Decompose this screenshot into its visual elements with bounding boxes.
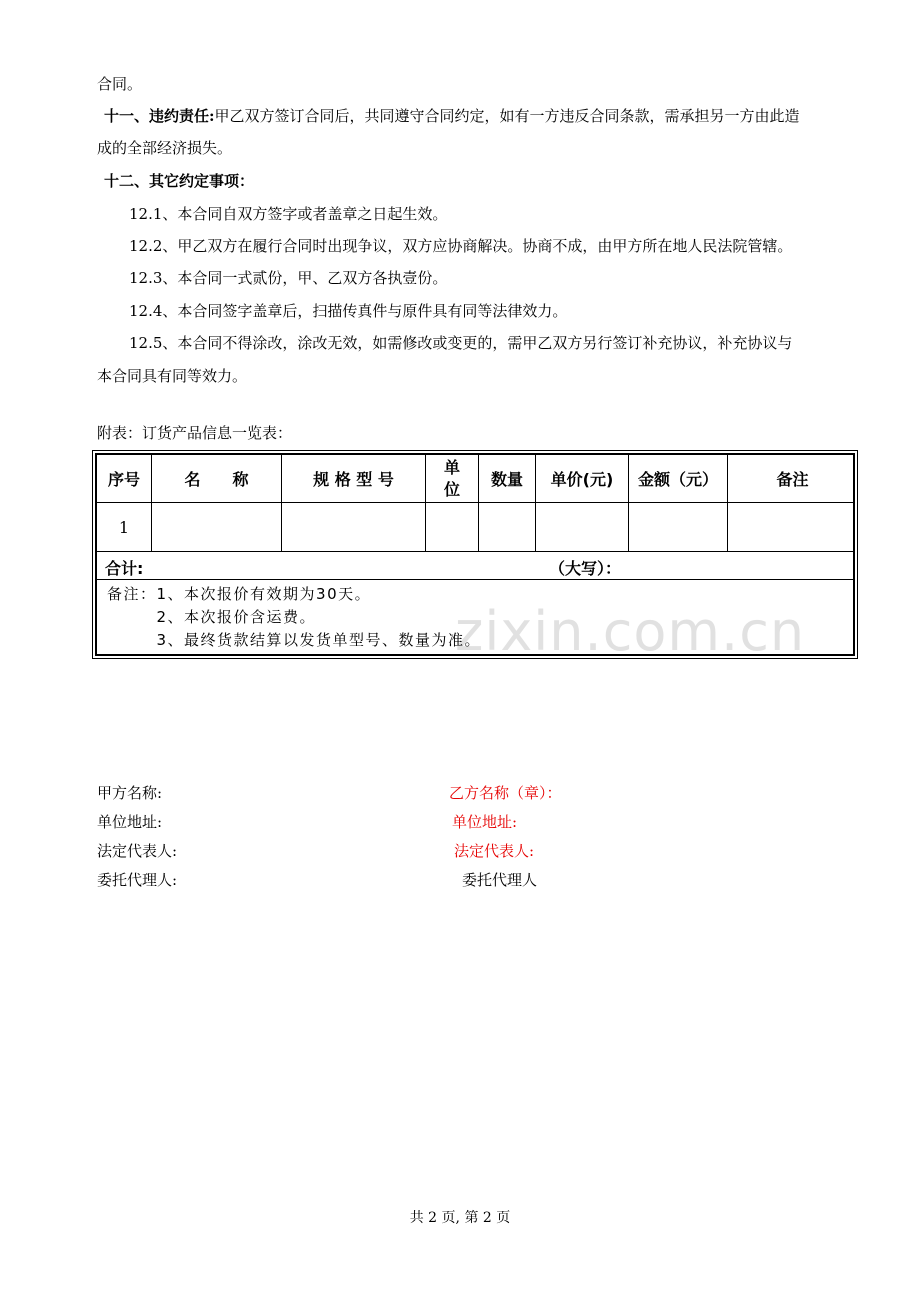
row-divider [97,579,853,580]
table-cell-remark [728,503,857,551]
clause-12-item-2: 12.2、甲乙双方在履行合同时出现争议，双方应协商解决。协商不成，由甲方所在地人民法院管辖。 [129,237,793,255]
table-cell-price [536,503,628,551]
table-cell-seq: 1 [118,517,130,537]
header-spec: 规 格 型 号 [313,470,394,489]
page-footer: 共 2 页, 第 2 页 [409,1210,511,1226]
party-b-legal-rep: 法定代表人: [454,842,535,860]
header-unit-line-2: 位 [443,479,460,499]
party-b-agent: 委托代理人 [462,871,538,889]
clause-12-item-1: 12.1、本合同自双方签字或者盖章之日起生效。 [129,205,448,223]
watermark: zixin.com.cn [455,600,806,663]
party-b-address: 单位地址: [452,813,518,831]
clause-11-text-cont: 成的全部经济损失。 [97,139,233,157]
attachment-caption: 附表：订货产品信息一览表： [97,424,293,442]
note-2: 2、本次报价含运费。 [107,608,317,626]
clause-11-title: 十一、违约责任: [104,107,215,125]
clause-12-item-4: 12.4、本合同签字盖章后，扫描传真件与原件具有同等法律效力。 [129,302,568,320]
clause-11-text: 甲乙双方签订合同后，共同遵守合同约定，如有一方违反合同条款，需承担另一方由此造 [214,107,800,125]
note-3: 3、最终货款结算以发货单型号、数量为准。 [107,631,482,649]
product-table [92,450,858,659]
total-capital-label: （大写）： [549,559,622,578]
header-unit [426,455,478,502]
clause-12-item-3: 12.3、本合同一式贰份，甲、乙双方各执壹份。 [129,269,448,287]
table-cell-qty [479,503,535,551]
party-a-legal-rep: 法定代表人: [97,842,178,860]
header-remark: 备注 [776,470,809,489]
party-a-name: 甲方名称: [97,784,163,802]
party-a-address: 单位地址: [97,813,163,831]
header-name: 名 称 [184,470,249,489]
table-cell-spec [282,503,425,551]
party-a-agent: 委托代理人: [97,871,178,889]
header-qty: 数量 [490,470,523,489]
product-table-grid [95,453,855,656]
table-cell-amount [629,503,727,551]
header-price: 单价(元) [550,470,614,489]
note-1: 备注：1、本次报价有效期为30天。 [107,585,372,603]
contract-fragment: 合同。 [97,75,143,93]
clause-12-item-5: 12.5、本合同不得涂改，涂改无效，如需修改或变更的，需甲乙双方另行签订补充协议，补充协议与 [129,334,793,352]
clause-12-title: 十二、其它约定事项： [104,172,255,190]
party-b-name: 乙方名称（章）： [449,784,562,802]
table-cell-unit [426,503,478,551]
total-label: 合计: [105,559,144,578]
clause-11 [104,106,800,126]
row-divider [97,551,853,552]
table-cell-name [152,503,281,551]
clause-12-item-5-cont: 本合同具有同等效力。 [97,367,248,385]
header-amount: 金额（元） [637,470,718,489]
header-seq: 序号 [107,470,140,489]
header-unit-line-1: 单 [443,457,460,477]
